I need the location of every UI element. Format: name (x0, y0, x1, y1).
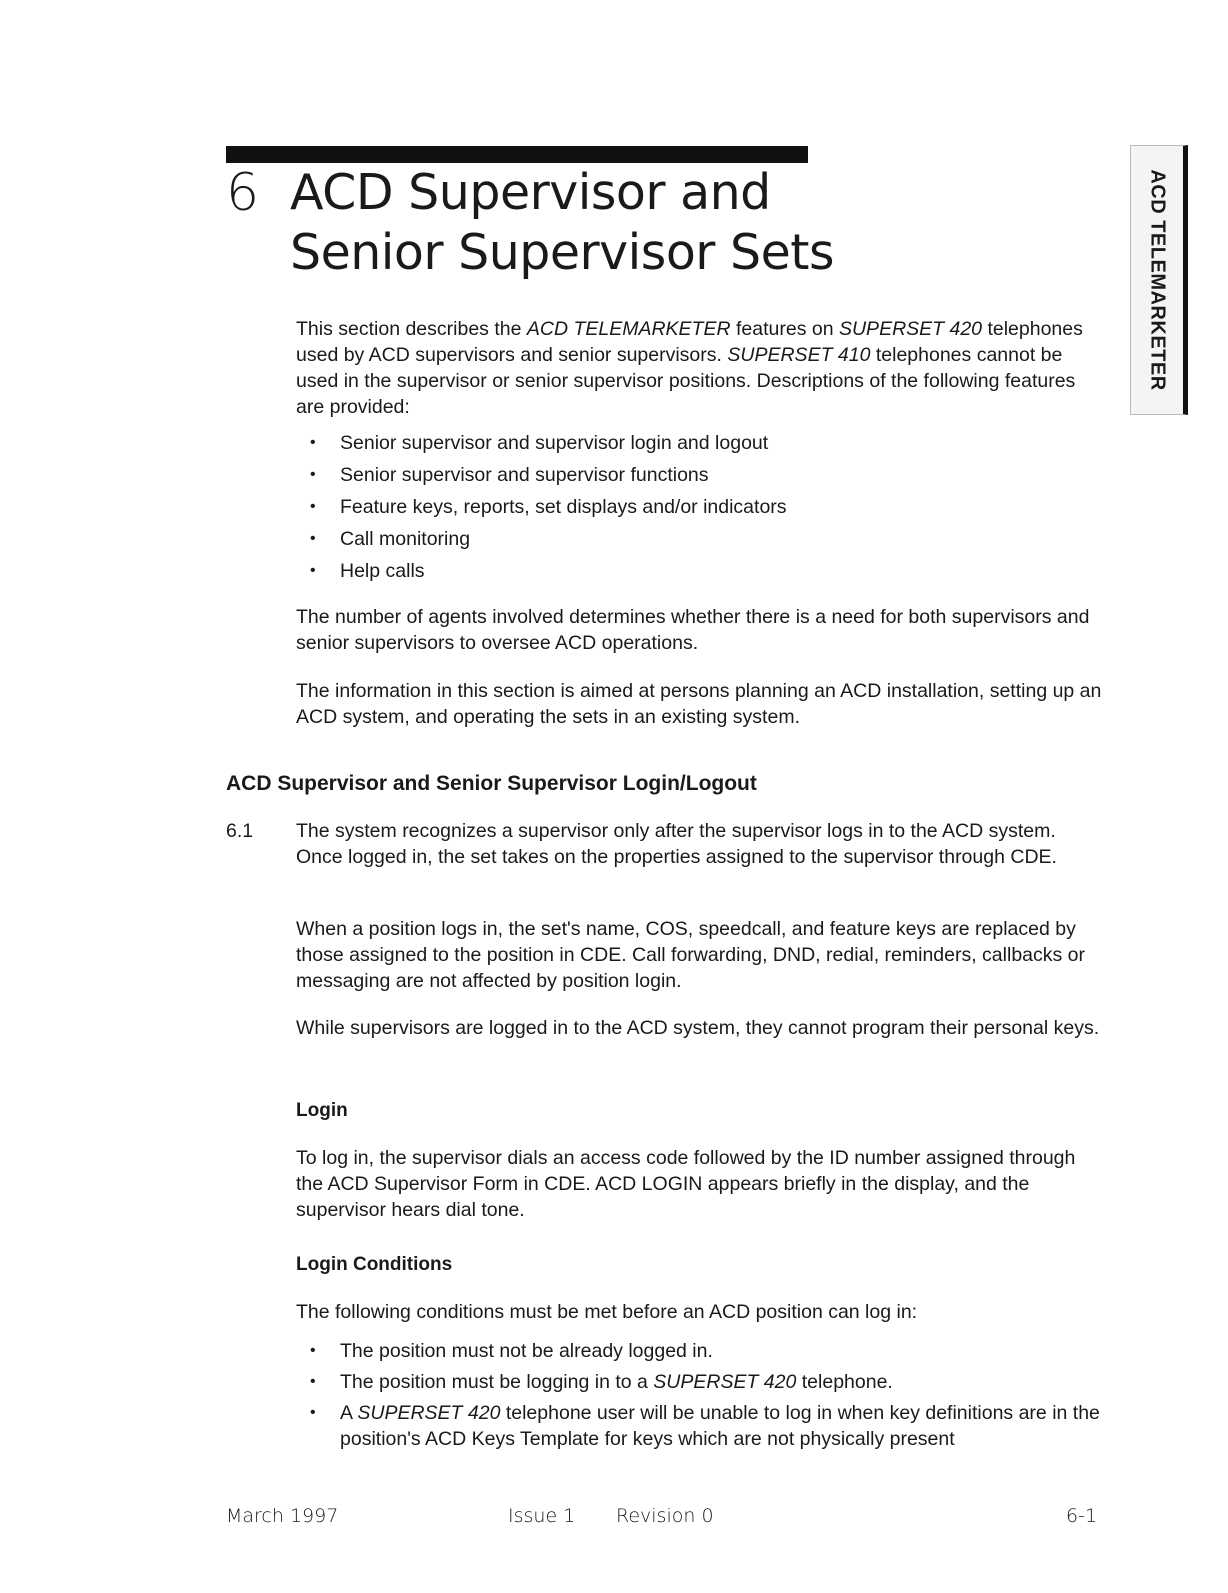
list-item: • Feature keys, reports, set displays and/or indicators (296, 491, 1106, 523)
product-name: SUPERSET 410 (727, 344, 871, 366)
page-number: 6-1 (1066, 1505, 1098, 1527)
list-item: • Call monitoring (296, 523, 1106, 555)
side-tab (1130, 145, 1188, 415)
list-item: • The position must not be already logged in. (296, 1338, 1106, 1364)
chapter-title-line-1: ACD Supervisor and (290, 164, 771, 221)
chapter-title (290, 163, 890, 283)
list-item: • A SUPERSET 420 telephone user will be unable to log in when key definitions are in the position's ACD Keys Template for keys which are not physically present (296, 1400, 1106, 1452)
side-tab-label: ACD TELEMARKETER (1146, 169, 1169, 391)
paragraph: The following conditions must be met before an ACD position can log in: (296, 1301, 918, 1323)
chapter-number: 6 (226, 163, 260, 223)
product-name: SUPERSET 420 (653, 1371, 797, 1393)
product-name: SUPERSET 420 (838, 318, 983, 340)
feature-list (296, 427, 1106, 587)
subheading-login: Login (296, 1100, 348, 1121)
paragraph: The information in this section is aimed at persons planning an ACD installation, setting up an ACD system, and operating the sets in an existing system. (296, 680, 1102, 728)
paragraph: While supervisors are logged in to the ACD system, they cannot program their personal keys. (296, 1017, 1100, 1039)
paragraph: The system recognizes a supervisor only after the supervisor logs in to the ACD system. Once logged in, the set takes on the properties assigned to the supervisor through CDE. (296, 820, 1057, 868)
subheading-login-conditions: Login Conditions (296, 1254, 453, 1275)
chapter-title-line-2: Senior Supervisor Sets (290, 224, 835, 281)
paragraph: To log in, the supervisor dials an access code followed by the ID number assigned through the ACD Supervisor Form in CDE. ACD LOGIN appears briefly in the display, and the supervisor hears dial tone. (296, 1147, 1076, 1221)
list-item: • Senior supervisor and supervisor login and logout (296, 427, 1106, 459)
list-item: • The position must be logging in to a SUPERSET 420 telephone. (296, 1369, 1106, 1395)
product-name: ACD TELEMARKETER (526, 318, 731, 340)
list-item: • Senior supervisor and supervisor functions (296, 459, 1106, 491)
section-heading: ACD Supervisor and Senior Supervisor Login/Logout (226, 772, 757, 795)
footer-issue: Issue 1 (508, 1505, 576, 1527)
list-item: • Help calls (296, 555, 1106, 587)
intro-paragraph: This section describes the ACD TELEMARKETER features on SUPERSET 420 telephones used by ACD supervisors and senior supervisors. SUPERSET 410 telephones cannot be used in the supervisor or senior supervisor positions. Descriptions of the following features are provided: (296, 318, 1083, 418)
footer-revision: Revision 0 (616, 1505, 714, 1527)
paragraph: When a position logs in, the set's name, COS, speedcall, and feature keys are replaced by those assigned to the position in CDE. Call forwarding, DND, redial, reminders, callbacks or messaging are not affected by position login. (296, 918, 1086, 992)
conditions-list (296, 1338, 1106, 1457)
chapter-rule (226, 146, 808, 163)
footer-date: March 1997 (226, 1505, 339, 1527)
section-number: 6.1 (226, 820, 254, 842)
paragraph: The number of agents involved determines whether there is a need for both supervisors and senior supervisors to oversee ACD operations. (296, 606, 1090, 654)
product-name: SUPERSET 420 (357, 1402, 501, 1424)
